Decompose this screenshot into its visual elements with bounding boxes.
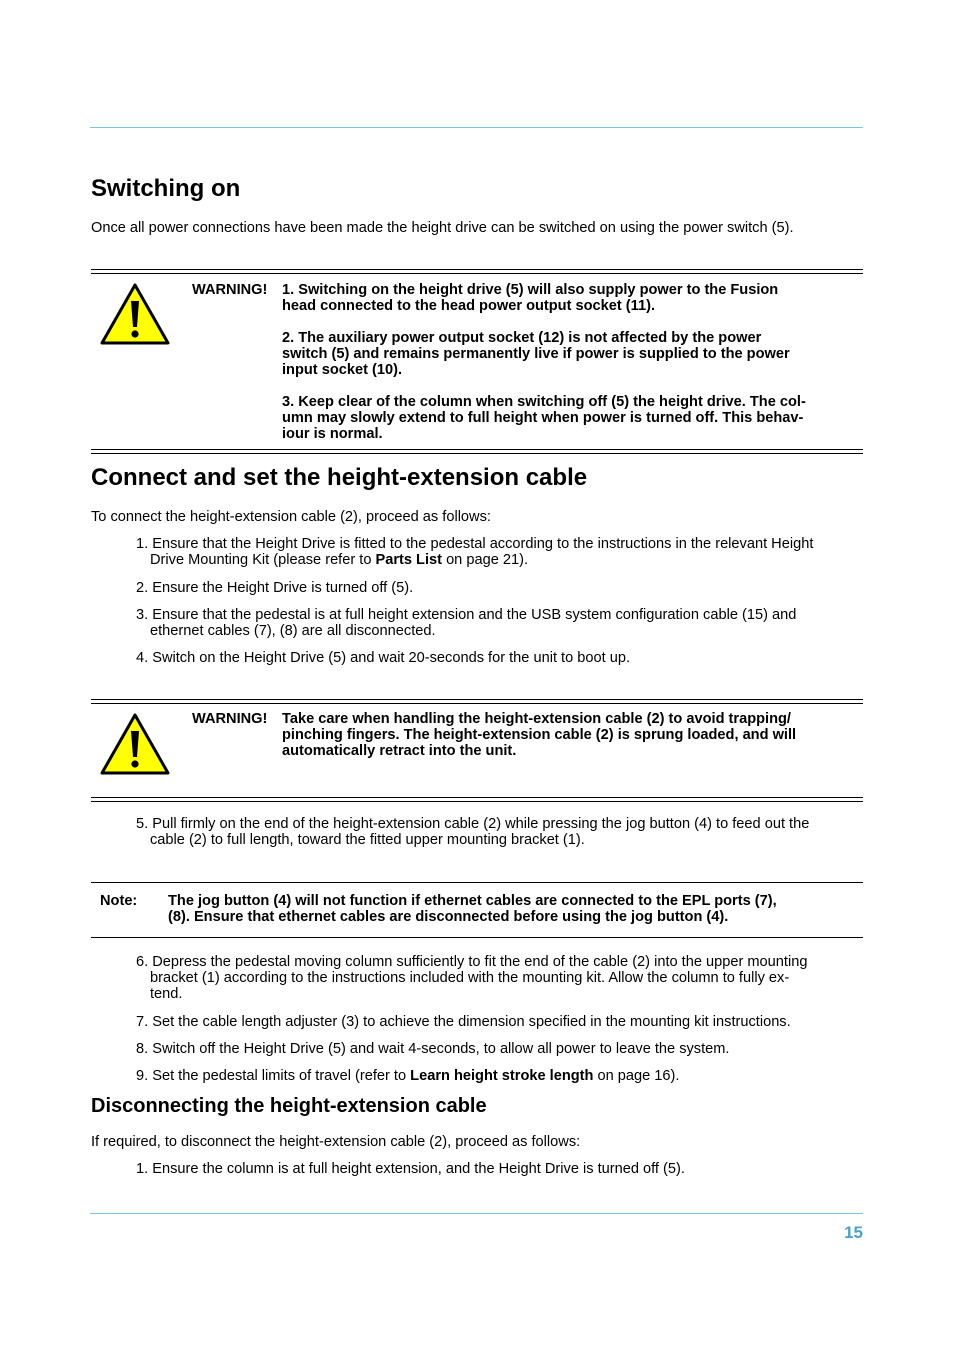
warning-1-line: 3. Keep clear of the column when switching off (5) the height drive. The col- [282, 394, 806, 410]
warning-rule-bottom-2 [91, 801, 863, 802]
warning-rule-bottom [91, 797, 863, 798]
warning-label: WARNING! [192, 711, 268, 727]
step-text: on page 16). [593, 1068, 680, 1084]
connect-intro: To connect the height-extension cable (2), proceed as follows: [91, 509, 491, 525]
step-5-line: 5. Pull firmly on the end of the height-extension cable (2) while pressing the jog button (4) to feed out the [136, 816, 810, 832]
list-item [136, 536, 862, 568]
note-rule-bottom [91, 937, 863, 938]
warning-triangle-icon [100, 283, 170, 345]
step-6-line: tend. [150, 986, 183, 1002]
step-1-line: 1. Ensure that the Height Drive is fitted to the pedestal according to the instructions in the relevant Height [136, 536, 814, 552]
warning-rule-top [91, 699, 863, 700]
parts-list-reference: Parts List [375, 552, 443, 568]
warning-rule-bottom [91, 449, 863, 450]
list-item: 7. Set the cable length adjuster (3) to achieve the dimension specified in the mounting kit instructions. [136, 1014, 791, 1030]
step-1-line [136, 552, 862, 568]
learn-height-reference: Learn height stroke length [410, 1068, 594, 1084]
step-3-line: 3. Ensure that the pedestal is at full height extension and the USB system configuration cable (15) and [136, 607, 797, 623]
warning-rule-bottom-2 [91, 453, 863, 454]
warning-2-line: Take care when handling the height-extension cable (2) to avoid trapping/ [282, 711, 791, 727]
list-item: 4. Switch on the Height Drive (5) and wait 20-seconds for the unit to boot up. [136, 650, 631, 666]
warning-rule-top-2 [91, 703, 863, 704]
note-label: Note: [100, 893, 138, 909]
warning-1-line: head connected to the head power output socket (11). [282, 298, 656, 314]
warning-1-line: input socket (10). [282, 362, 403, 378]
step-5-line: cable (2) to full length, toward the fitted upper mounting bracket (1). [150, 832, 585, 848]
list-item [136, 1068, 862, 1084]
warning-1-line: 2. The auxiliary power output socket (12) is not affected by the power [282, 330, 762, 346]
page-number: 15 [844, 1223, 863, 1242]
note-text [168, 893, 848, 925]
warning-1-line: umn may slowly extend to full height when power is turned off. This behav- [282, 410, 804, 426]
step-6-line: bracket (1) according to the instructions included with the mounting kit. Allow the column to fully ex- [150, 970, 790, 986]
step-3-line: ethernet cables (7), (8) are all disconnected. [150, 623, 436, 639]
list-item: 2. Ensure the Height Drive is turned off (5). [136, 580, 414, 596]
warning-1-line: switch (5) and remains permanently live if power is supplied to the power [282, 346, 790, 362]
warning-1-line: iour is normal. [282, 426, 383, 442]
section-title-switching-on: Switching on [91, 175, 241, 202]
warning-triangle-icon [100, 713, 170, 775]
warning-2-text [282, 711, 858, 759]
warning-rule-top-2 [91, 273, 863, 274]
list-item [136, 607, 862, 639]
note-rule-top [91, 882, 863, 883]
step-text: 9. Set the pedestal limits of travel (refer to [136, 1068, 411, 1084]
switching-on-intro: Once all power connections have been made the height drive can be switched on using the power switch (5). [91, 220, 794, 236]
section-title-disconnect: Disconnecting the height-extension cable [91, 1095, 487, 1117]
section-title-connect: Connect and set the height-extension cable [91, 464, 588, 491]
list-item: 8. Switch off the Height Drive (5) and wait 4-seconds, to allow all power to leave the system. [136, 1041, 730, 1057]
disconnect-intro: If required, to disconnect the height-extension cable (2), proceed as follows: [91, 1134, 581, 1150]
footer-rule [90, 1213, 863, 1214]
note-line: (8). Ensure that ethernet cables are disconnected before using the jog button (4). [168, 909, 729, 925]
list-item: 1. Ensure the column is at full height extension, and the Height Drive is turned off (5). [136, 1161, 685, 1177]
warning-2-line: pinching fingers. The height-extension cable (2) is sprung loaded, and will [282, 727, 797, 743]
step-text: on page 21). [442, 552, 529, 568]
warning-rule-top [91, 269, 863, 270]
step-6-line: 6. Depress the pedestal moving column sufficiently to fit the end of the cable (2) into the upper mounting [136, 954, 808, 970]
warning-2-line: automatically retract into the unit. [282, 743, 517, 759]
step-text: Drive Mounting Kit (please refer to [150, 552, 376, 568]
note-line: The jog button (4) will not function if ethernet cables are connected to the EPL ports (7), [168, 893, 777, 909]
warning-1-text [282, 282, 858, 442]
warning-label: WARNING! [192, 282, 268, 298]
warning-1-line: 1. Switching on the height drive (5) will also supply power to the Fusion [282, 282, 779, 298]
list-item [136, 816, 862, 848]
header-rule [90, 127, 863, 128]
list-item [136, 954, 862, 1002]
